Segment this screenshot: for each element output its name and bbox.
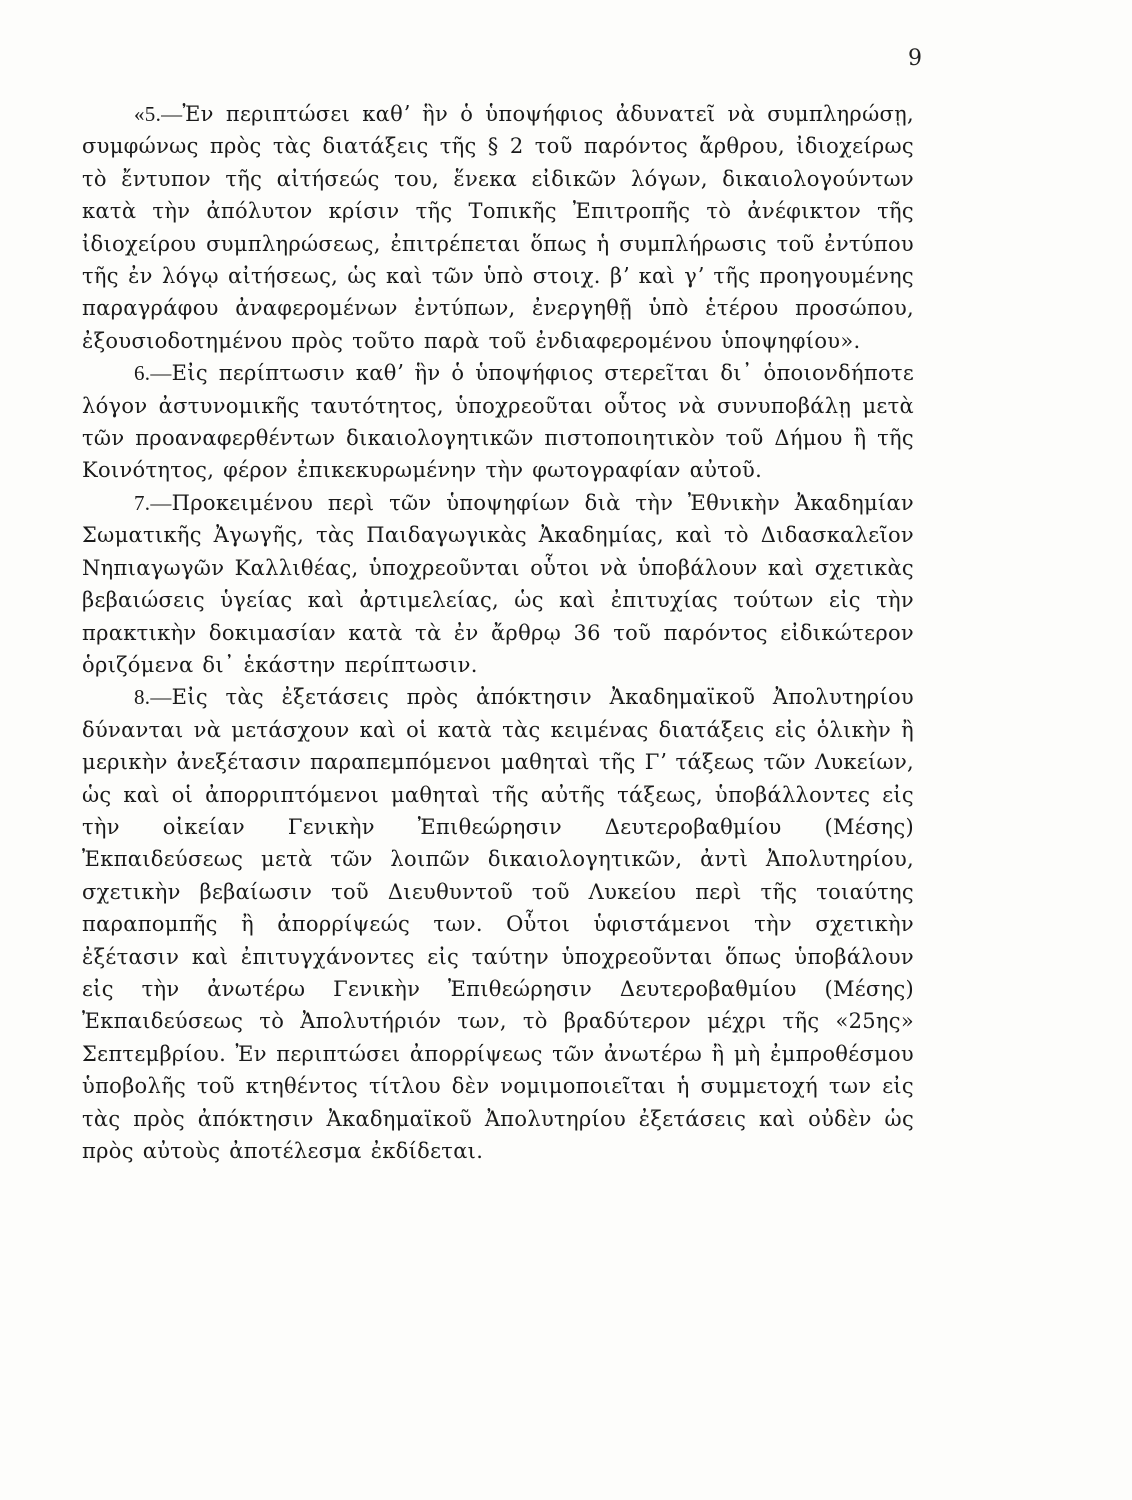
paragraph-number: 7.— xyxy=(134,490,172,515)
paragraph-6 xyxy=(82,357,914,487)
paragraph-number: «5.— xyxy=(134,102,183,126)
page-number: 9 xyxy=(908,46,922,71)
paragraph-text: Ἐν περιπτώσει καθʼ ἣν ὁ ὑποψήφιος ἀδυνατεῖ νὰ συμπληρώσῃ, συμφώνως πρὸς τὰς διατάξεις τῆς § 2 τοῦ παρόντος ἄρθρου, ἰδιοχείρως τὸ ἔντυπον τῆς αἰτήσεώς του, ἕνεκα εἰδικῶν λόγων, δικαιολογούντων κατὰ τὴν ἀπόλυτον κρίσιν τῆς Τοπικῆς Ἐπιτροπῆς τὸ ἀνέφικτον τῆς ἰδιοχείρου συμπληρώσεως, ἐπιτρέπεται ὅπως ἡ συμπλήρωσις τοῦ ἐντύπου τῆς ἐν λόγῳ αἰτήσεως, ὡς καὶ τῶν ὑπὸ στοιχ. βʼ καὶ γʼ τῆς προηγουμένης παραγράφου ἀναφερομένων ἐντύπων, ἐνεργηθῇ ὑπὸ ἑτέρου προσώπου, ἐξουσιοδοτημένου πρὸς τοῦτο παρὰ τοῦ ἐνδιαφερομένου ὑποψηφίου». xyxy=(82,102,914,353)
paragraph-5 xyxy=(82,98,914,357)
paragraph-8 xyxy=(82,681,914,1167)
paragraph-number: 6.— xyxy=(134,361,172,386)
paragraph-number: 8.— xyxy=(134,685,172,710)
paragraph-text: Εἰς περίπτωσιν καθʼ ἣν ὁ ὑποψήφιος στερεῖται δι᾽ ὁποιονδήποτε λόγον ἀστυνομικῆς ταυτότητος, ὑποχρεοῦται οὗτος νὰ συνυποβάλῃ μετὰ τῶν προαναφερθέντων δικαιολογητικῶν πιστοποιητικὸν τοῦ Δήμου ἢ τῆς Κοινότητος, φέρον ἐπικεκυρωμένην τὴν φωτογραφίαν αὐτοῦ. xyxy=(82,361,914,483)
paragraph-text: Εἰς τὰς ἐξετάσεις πρὸς ἀπόκτησιν Ἀκαδημαϊκοῦ Ἀπολυτηρίου δύνανται νὰ μετάσχουν καὶ οἱ κατὰ τὰς κειμένας διατάξεις εἰς ὁλικὴν ἢ μερικὴν ἀνεξέτασιν παραπεμπόμενοι μαθηταὶ τῆς Γʼ τάξεως τῶν Λυκείων, ὡς καὶ οἱ ἀπορριπτόμενοι μαθηταὶ τῆς αὐτῆς τάξεως, ὑποβάλλοντες εἰς τὴν οἰκείαν Γενικὴν Ἐπιθεώρησιν Δευτεροβαθμίου (Μέσης) Ἐκπαιδεύσεως μετὰ τῶν λοιπῶν δικαιολογητικῶν, ἀντὶ Ἀπολυτηρίου, σχετικὴν βεβαίωσιν τοῦ Διευθυντοῦ τοῦ Λυκείου περὶ τῆς τοιαύτης παραπομπῆς ἢ ἀπορρίψεώς των. Οὗτοι ὑφιστάμενοι τὴν σχετικὴν ἐξέτασιν καὶ ἐπιτυγχάνοντες εἰς ταύτην ὑποχρεοῦνται ὅπως ὑποβάλουν εἰς τὴν ἀνωτέρω Γενικὴν Ἐπιθεώρησιν Δευτεροβαθμίου (Μέσης) Ἐκπαιδεύσεως τὸ Ἀπολυτήριόν των, τὸ βραδύτερον μέχρι τῆς «25ης» Σεπτεμβρίου. Ἐν περιπτώσει ἀπορρίψεως τῶν ἀνωτέρω ἢ μὴ ἐμπροθέσμου ὑποβολῆς τοῦ κτηθέντος τίτλου δὲν νομιμοποιεῖται ἡ συμμετοχή των εἰς τὰς πρὸς ἀπόκτησιν Ἀκαδημαϊκοῦ Ἀπολυτηρίου ἐξετάσεις καὶ οὐδὲν ὡς πρὸς αὐτοὺς ἀποτέλεσμα ἐκδίδεται. xyxy=(82,685,914,1163)
paragraph-text: Προκειμένου περὶ τῶν ὑποψηφίων διὰ τὴν Ἐθνικὴν Ἀκαδημίαν Σωματικῆς Ἀγωγῆς, τὰς Παιδαγωγικὰς Ἀκαδημίας, καὶ τὸ Διδασκαλεῖον Νηπιαγωγῶν Καλλιθέας, ὑποχρεοῦνται οὗτοι νὰ ὑποβάλουν καὶ σχετικὰς βεβαιώσεις ὑγείας καὶ ἀρτιμελείας, ὡς καὶ ἐπιτυχίας τούτων εἰς τὴν πρακτικὴν δοκιμασίαν κατὰ τὰ ἐν ἄρθρῳ 36 τοῦ παρόντος εἰδικώτερον ὁριζόμενα δι᾽ ἑκάστην περίπτωσιν. xyxy=(82,490,914,677)
paragraph-7 xyxy=(82,487,914,681)
body-text xyxy=(82,98,914,1167)
